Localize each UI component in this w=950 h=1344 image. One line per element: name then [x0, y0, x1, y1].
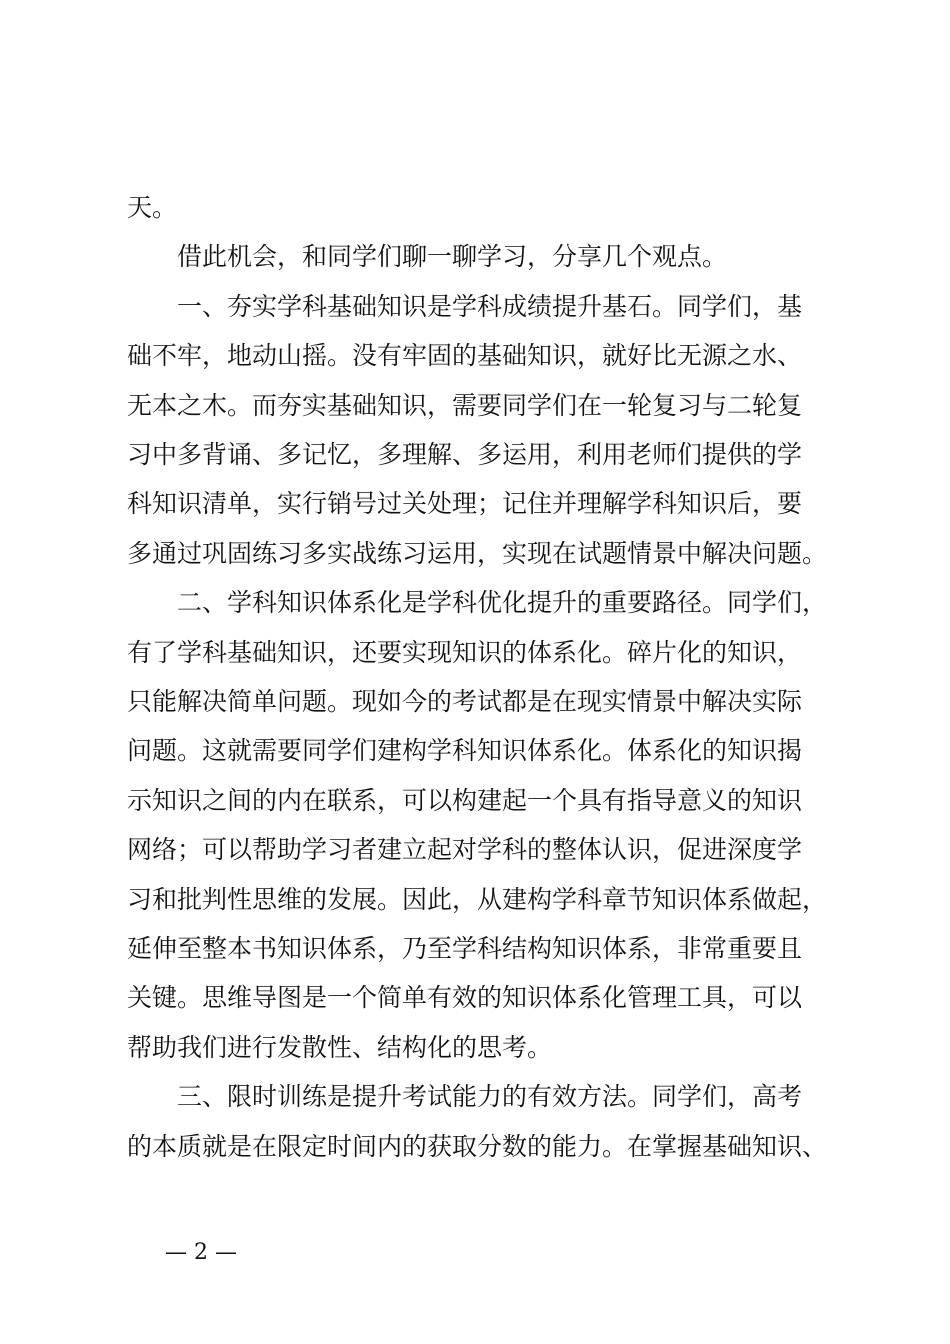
text-line: 习中多背诵、多记忆，多理解、多运用，利用老师们提供的学 [127, 440, 803, 469]
page-number: — 2 — [165, 1240, 237, 1265]
text-line: 帮助我们进行发散性、结构化的思考。 [127, 1032, 553, 1062]
text-line: 习和批判性思维的发展。因此，从建构学科章节知识体系做起， [127, 884, 828, 914]
text-line: 延伸至整本书知识体系，乃至学科结构知识体系，非常重要且 [127, 934, 803, 963]
text-line: 科知识清单，实行销号过关处理；记住并理解学科知识后，要 [127, 489, 803, 519]
text-line: 只能解决简单问题。现如今的考试都是在现实情景中解决实际 [127, 687, 803, 716]
text-line: 问题。这就需要同学们建构学科知识体系化。体系化的知识揭 [127, 736, 803, 766]
text-line: 天。 [127, 193, 178, 222]
text-line: 示知识之间的内在联系，可以构建起一个具有指导意义的知识 [127, 785, 803, 815]
text-line: 的本质就是在限定时间内的获取分数的能力。在掌握基础知识、 [127, 1131, 828, 1161]
text-line: 网络；可以帮助学习者建立起对学科的整体认识，促进深度学 [127, 835, 803, 865]
text-line: 有了学科基础知识，还要实现知识的体系化。碎片化的知识， [127, 637, 803, 667]
text-line: 础不牢，地动山摇。没有牢固的基础知识，就好比无源之水、 [127, 341, 803, 371]
text-line: 二、学科知识体系化是学科优化提升的重要路径。同学们， [177, 588, 828, 618]
text-line: 无本之木。而夯实基础知识，需要同学们在一轮复习与二轮复 [127, 390, 803, 420]
text-line: 关键。思维导图是一个简单有效的知识体系化管理工具，可以 [127, 983, 803, 1013]
text-line: 借此机会，和同学们聊一聊学习，分享几个观点。 [177, 242, 728, 272]
text-line: 一、夯实学科基础知识是学科成绩提升基石。同学们，基 [177, 291, 803, 321]
text-line: 多通过巩固练习多实战练习运用，实现在试题情景中解决问题。 [127, 538, 828, 568]
text-line: 三、限时训练是提升考试能力的有效方法。同学们，高考 [177, 1082, 803, 1112]
